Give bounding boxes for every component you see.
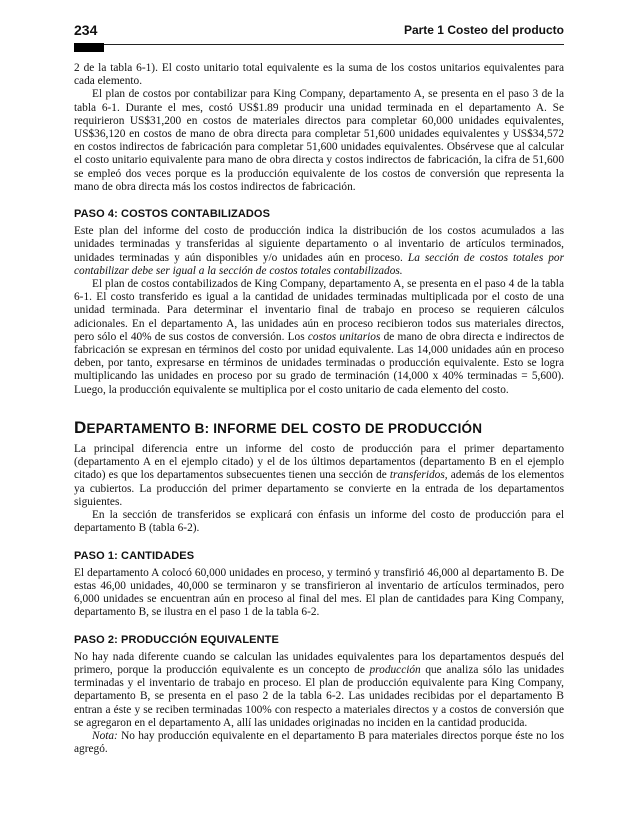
paragraph (74, 443, 564, 509)
page-number: 234 (74, 22, 98, 38)
part-name: Costeo del producto (447, 23, 564, 37)
part-label: Parte 1 (403, 23, 444, 37)
heading-initial: D (74, 417, 87, 437)
heading-rest: EPARTAMENTO B: INFORME DEL COSTO DE PRODUCCIÓN (86, 420, 483, 436)
section-heading-departamento-b (74, 417, 564, 437)
text-run: Este plan del informe del costo de producción indica la distribución de los costos acumulados a las unidades terminadas y transferidas al siguiente departamento o al inventario de artículos terminados, unidades terminadas y aún disponibles y/o unidades aún en proceso. (74, 225, 564, 264)
italic-run: costos unitarios (307, 330, 381, 343)
paragraph (74, 278, 564, 397)
paragraph: El plan de costos por contabilizar para King Company, departamento A, se presenta en el paso 3 de la tabla 6-1. Durante el mes, costó US$1.89 producir una unidad terminada en el departamento A. Se requirieron US$31,200 en costos de materiales directos para completar 60,000 unidades equivalentes, US$36,120 en costos de mano de obra directa para completar 51,600 unidades equivalentes y US$34,572 en costos indirectos de fabricación para completar 51,600 unidades equivalentes. Obsérvese que al calcular el costo unitario equivalente para mano de obra directa y costos indirectos de fabricación, la cifra de 51,600 se empleó dos veces porque es la producción equivalente de los costos de conversión que representa la mano de obra directa más los costos indirectos de fabricación. (74, 88, 564, 193)
part-title (404, 23, 564, 37)
italic-run: transferidos, (389, 469, 448, 482)
paragraph: El departamento A colocó 60,000 unidades en proceso, y terminó y transfirió 46,000 al departamento B. De estas 46,00 unidades, 40,000 se terminaron y se transfirieron al inventario de artículos terminados, pero 6,000 unidades se encuentran aún en proceso al final del mes. El plan de cantidades para King Company, departamento B, se ilustra en el paso 1 de la tabla 6-2. (74, 566, 564, 619)
header-block-marker (74, 43, 104, 52)
section-heading-paso2: PASO 2: PRODUCCIÓN EQUIVALENTE (74, 633, 279, 646)
running-header (74, 22, 564, 42)
section-heading-paso1: PASO 1: CANTIDADES (74, 549, 195, 562)
text-run: La principal diferencia entre un informe del costo de producción para el primer departamento (departamento A en el ejemplo citado) y el de los últimos departamentos (departamento B en el ejemplo citado) es que los departamentos subsecuentes tienen una sección de (74, 443, 564, 482)
italic-run: La sección de costos totales por contabilizar debe ser igual a la sección de costos totales contabilizados. (74, 251, 564, 277)
italic-run: Nota: (92, 729, 118, 742)
paragraph: En la sección de transferidos se explicará con énfasis un informe del costo de producción para el departamento B (tabla 6-2). (74, 509, 564, 535)
text-run: El plan de costos contabilizados de King Company, departamento A, se presenta en el paso 4 de la tabla 6-1. El costo transferido es igual a la cantidad de unidades terminadas multiplicada por el costo de una unidad terminada. Para determinar el inventario final de trabajo en proceso se requieren cálculos adicionales. En el departamento A, las unidades aún en proceso recibieron todos sus materiales directos, pero sólo el 40% de sus costos de conversión. Los (74, 278, 564, 343)
text-run: además de los elementos ya cubiertos. La producción del primer departamento se convierte en la entrada de los departamentos siguientes. (74, 469, 564, 508)
paragraph (74, 225, 564, 278)
text-run: de mano de obra directa e indirectos de fabricación se expresan en términos del costo por unidad equivalente. Las 14,000 unidades aún en proceso deben, por tanto, expresarse en términos de unidades terminadas o producción equivalente. Esto se logra multiplicando las unidades en proceso por su grado de terminación (14,000 x 40% terminadas = 5,600). Luego, la producción equivalente se multiplica por el costo unitario de cada elemento del costo. (74, 330, 565, 396)
header-rule (74, 44, 564, 45)
paragraph (74, 730, 564, 756)
text-run: No hay nada diferente cuando se calculan las unidades equivalentes para los departamentos después del primero, porque la producción equivalente es un concepto de (74, 650, 564, 676)
italic-run: producción (369, 663, 421, 676)
text-run: que analiza sólo las unidades terminadas y el inventario de trabajo en proceso. El plan de producción equivalente para King Company, departamento B, se presenta en el paso 2 de la tabla 6-2. Las unidades recibidas por el departamento B entran a éste y se reciben terminadas 100% con respecto a materiales directos y a costos de conversión que se agregaron en el departamento A, allí las unidades originadas no inciden en la cantidad producida. (74, 663, 565, 729)
text-run: No hay producción equivalente en el departamento B para materiales directos porque éste no los agregó. (74, 729, 564, 756)
body-text (74, 62, 564, 756)
paragraph: 2 de la tabla 6-1). El costo unitario total equivalente es la suma de los costos unitarios equivalentes para cada elemento. (74, 62, 564, 88)
section-heading-paso4: PASO 4: COSTOS CONTABILIZADOS (74, 208, 271, 221)
paragraph (74, 651, 564, 730)
